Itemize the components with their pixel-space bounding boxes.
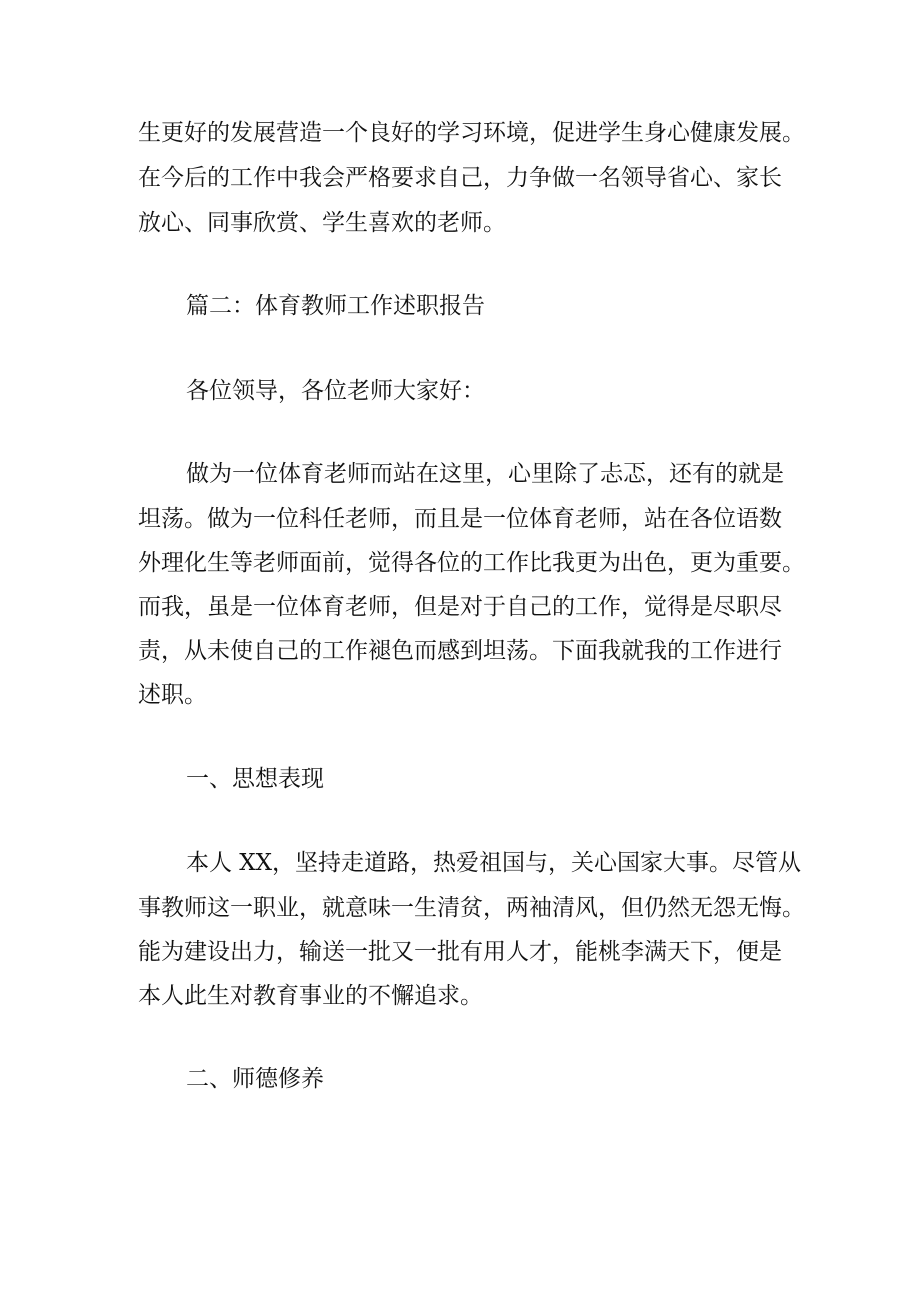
text-line: 外理化生等老师面前，觉得各位的工作比我更为出色，更为重要。	[138, 550, 805, 576]
section-title: 篇二：体育教师工作述职报告	[186, 293, 485, 319]
heading-teacher-ethics: 二、师德修养	[186, 1066, 324, 1092]
greeting: 各位领导，各位老师大家好：	[186, 378, 485, 404]
text-line: 做为一位体育老师而站在这里，心里除了忐忑，还有的就是	[186, 461, 784, 487]
text-line: 责，从未使自己的工作褪色而感到坦荡。下面我就我的工作进行	[138, 638, 782, 664]
text-line: 而我，虽是一位体育老师，但是对于自己的工作，觉得是尽职尽	[138, 594, 782, 620]
text-line: 事教师这一职业，就意味一生清贫，两袖清风，但仍然无怨无悔。	[138, 895, 805, 921]
text-line: 放心、同事欣赏、学生喜欢的老师。	[138, 210, 506, 236]
text-line: 本人此生对教育事业的不懈追求。	[138, 983, 483, 1009]
text-line: 生更好的发展营造一个良好的学习环境，促进学生身心健康发展。	[138, 120, 805, 146]
heading-thought-performance: 一、思想表现	[186, 766, 324, 792]
text-line: 述职。	[138, 682, 207, 708]
text-line: 本人 XX，坚持走道路，热爱祖国与，关心国家大事。尽管从	[186, 850, 802, 876]
text-line: 坦荡。做为一位科任老师，而且是一位体育老师，站在各位语数	[138, 506, 782, 532]
text-line: 在今后的工作中我会严格要求自己，力争做一名领导省心、家长	[138, 165, 782, 191]
text-line: 能为建设出力，输送一批又一批有用人才，能桃李满天下，便是	[138, 939, 782, 965]
